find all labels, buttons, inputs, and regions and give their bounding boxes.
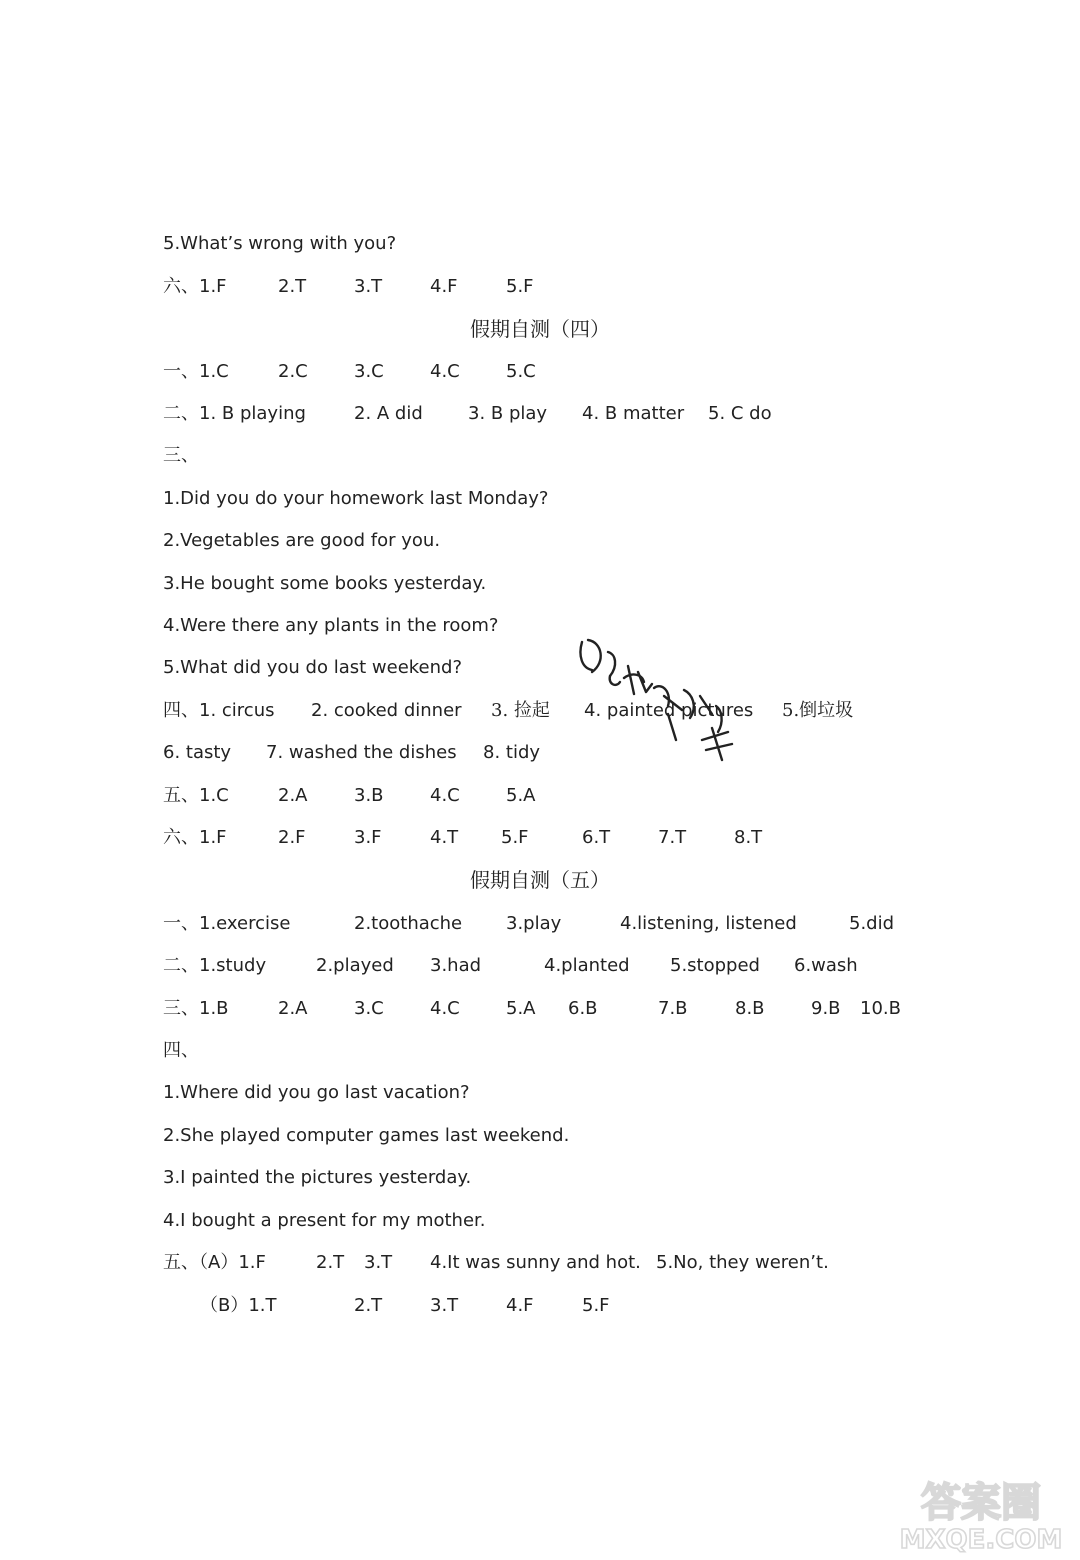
answer-item: 5.did — [849, 913, 895, 934]
answer-item: 2. A did — [354, 403, 423, 424]
section-marker: 三、 — [163, 445, 199, 466]
answer-item: 7. washed the dishes — [266, 742, 457, 763]
answer-item: 2.toothache — [354, 913, 463, 934]
answer-item: 5.F — [506, 276, 534, 297]
watermark-logo — [896, 1476, 1066, 1554]
answer-item: 四、1. circus — [163, 700, 275, 721]
answer-item: 2.A — [278, 998, 308, 1019]
answer-item: 4. painted pictures — [584, 700, 754, 721]
answer-item: 3. 捡起 — [491, 700, 550, 721]
answer-item: 2.C — [278, 361, 308, 382]
answer-item: 8. tidy — [483, 742, 541, 763]
answer-item: 5.A — [506, 998, 536, 1019]
answer-item: 4.C — [430, 998, 460, 1019]
answer-item: 二、1. B playing — [163, 403, 306, 424]
answer-item: 6.T — [582, 827, 611, 848]
answer-item: 9.B — [811, 998, 841, 1019]
answer-item: 6.wash — [794, 955, 858, 976]
answer-text: 5.What did you do last weekend? — [163, 657, 463, 678]
answer-item: 6. tasty — [163, 742, 232, 763]
answer-item: 2.played — [316, 955, 394, 976]
answer-text: 4.I bought a present for my mother. — [163, 1210, 486, 1231]
answer-item: 6.B — [568, 998, 598, 1019]
answer-item: 10.B — [860, 998, 901, 1019]
watermark-text: 答案圈 — [921, 1480, 1041, 1526]
answer-item: 二、1.study — [163, 955, 267, 976]
answer-text: 5.What’s wrong with you? — [163, 233, 397, 254]
answer-item: 4.T — [430, 827, 459, 848]
answer-text: 3.I painted the pictures yesterday. — [163, 1167, 472, 1188]
answer-item: 3.F — [354, 827, 382, 848]
answer-item: 五、（A）1.F — [163, 1252, 266, 1273]
answer-item: 5.C — [506, 361, 536, 382]
answer-item: 2.T — [354, 1295, 383, 1316]
answer-item: 2.A — [278, 785, 308, 806]
answer-text: 1.Where did you go last vacation? — [163, 1082, 470, 1103]
answer-item: 4.C — [430, 361, 460, 382]
answer-item: 2.F — [278, 827, 306, 848]
watermark-domain: MXQE.COM — [899, 1525, 1063, 1554]
answer-item: 5.A — [506, 785, 536, 806]
answer-item: 4. B matter — [582, 403, 685, 424]
answer-item: 3.C — [354, 998, 384, 1019]
answer-item: 2. cooked dinner — [311, 700, 462, 721]
answer-item: 8.T — [734, 827, 763, 848]
answer-item: 8.B — [735, 998, 765, 1019]
answer-item: 4.F — [506, 1295, 534, 1316]
section-heading-5: 假期自测（五） — [470, 868, 610, 892]
answer-text: 2.She played computer games last weekend. — [163, 1125, 570, 1146]
answer-item: 4.planted — [544, 955, 630, 976]
answer-item: 3.C — [354, 361, 384, 382]
answer-item: 4.C — [430, 785, 460, 806]
answer-item: 5.F — [501, 827, 529, 848]
answer-item: 5. C do — [708, 403, 772, 424]
handwritten-scribble — [572, 632, 772, 772]
answer-item: 3.T — [364, 1252, 393, 1273]
answer-item: 5.stopped — [670, 955, 760, 976]
answer-item: 3.T — [430, 1295, 459, 1316]
answer-item: 一、1.C — [163, 361, 229, 382]
answer-item: 5.No, they weren’t. — [656, 1252, 829, 1273]
section-heading-4: 假期自测（四） — [470, 317, 610, 341]
answer-item: 4.It was sunny and hot. — [430, 1252, 641, 1273]
answer-item: 4.listening, listened — [620, 913, 797, 934]
answer-text: 4.Were there any plants in the room? — [163, 615, 499, 636]
section-marker: 四、 — [163, 1040, 199, 1061]
answer-item: 3.had — [430, 955, 482, 976]
answer-item: 5.倒垃圾 — [782, 700, 854, 721]
answer-item: 7.T — [658, 827, 687, 848]
answer-text: 3.He bought some books yesterday. — [163, 573, 487, 594]
answer-item: 4.F — [430, 276, 458, 297]
answer-item: 7.B — [658, 998, 688, 1019]
answer-item: 三、1.B — [163, 998, 229, 1019]
answer-item: 一、1.exercise — [163, 913, 291, 934]
answer-item: 六、1.F — [163, 827, 227, 848]
answer-item: 2.T — [316, 1252, 345, 1273]
answer-item: 五、1.C — [163, 785, 229, 806]
answer-item: （B）1.T — [200, 1295, 277, 1316]
answer-text: 2.Vegetables are good for you. — [163, 530, 441, 551]
answer-item: 3. B play — [468, 403, 548, 424]
answer-item: 3.T — [354, 276, 383, 297]
answer-item: 3.B — [354, 785, 384, 806]
answer-item: 六、1.F — [163, 276, 227, 297]
answer-item: 3.play — [506, 913, 562, 934]
answer-text: 1.Did you do your homework last Monday? — [163, 488, 549, 509]
answer-item: 2.T — [278, 276, 307, 297]
answer-item: 5.F — [582, 1295, 610, 1316]
